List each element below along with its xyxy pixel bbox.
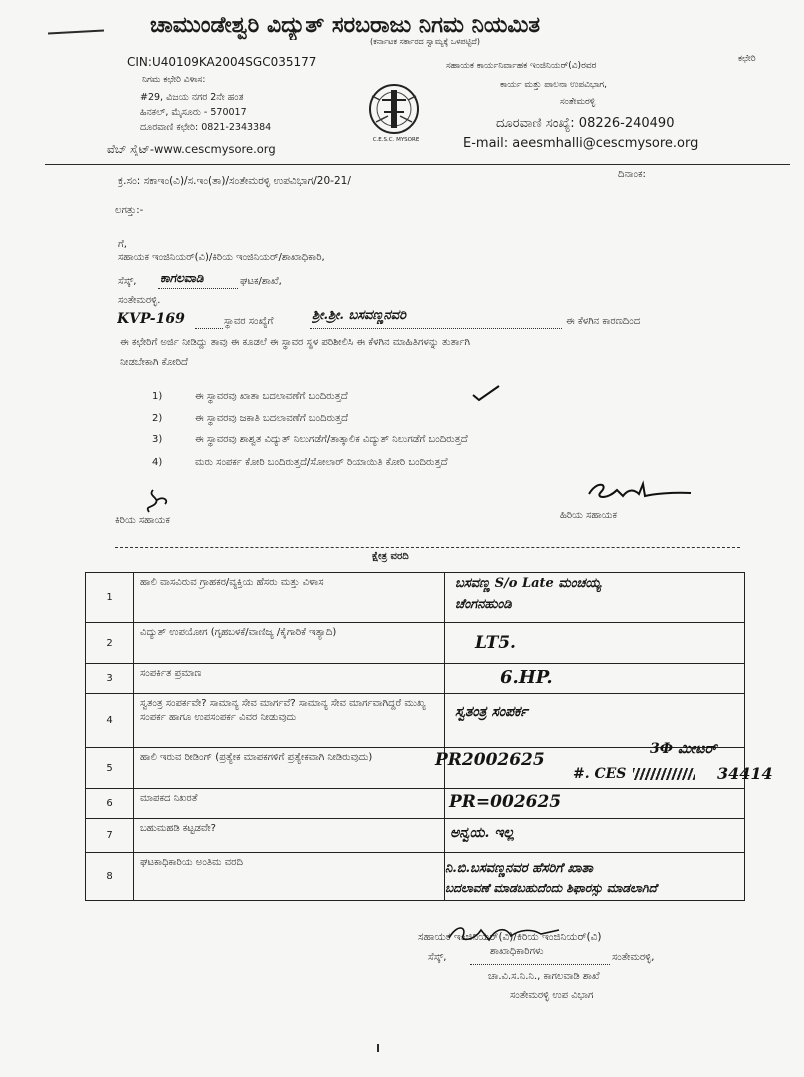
stamp-branch: ಚಾ.ವಿ.ಸ.ನಿ.ನಿ., ಕಾಗಲವಾಡಿ ಶಾಖೆ bbox=[488, 971, 600, 982]
section-divider bbox=[115, 547, 740, 548]
row-label: ಘಟಕಾಧಿಕಾರಿಯ ಅಂತಿಮ ವರದಿ bbox=[134, 853, 445, 900]
handwritten-entry: ಬಸವಣ್ಣ S/o Late ಮಂಚಯ್ಯ bbox=[455, 576, 602, 591]
reason-text: ಮರು ಸಂಪರ್ಕ ಕೋರಿ ಬಂದಿರುತ್ತದೆ/ಸೋಲಾರ್ ರಿಯಾಯಿತಿ ಕೋರಿ ಬಂದಿರುತ್ತದೆ bbox=[195, 457, 448, 468]
reason-intro: ಈ ಕೆಳಗಿನ ಕಾರಣದಿಂದ bbox=[566, 316, 641, 327]
handwritten-entry: 6.HP. bbox=[500, 667, 553, 688]
reason-number: 1) bbox=[152, 391, 163, 402]
reason-text: ಈ ಸ್ಥಾವರವು ಖಾತಾ ಬದಲಾವಣೆಗೆ ಬಂದಿರುತ್ತದೆ bbox=[195, 391, 348, 402]
cin-number: CIN:U40109KA2004SGC035177 bbox=[127, 55, 317, 69]
addressee: ಸಹಾಯಕ ಇಂಜಿನಿಯರ್(ವಿ)/ಕಿರಿಯ ಇಂಜಿನಿಯರ್/ಶಾಖಾಧಿಕಾರಿ, bbox=[118, 252, 325, 263]
reason-text: ಈ ಸ್ಥಾವರವು ಜಕಾತಿ ಬದಲಾವಣೆಗೆ ಬಂದಿರುತ್ತದೆ bbox=[195, 413, 349, 424]
handwritten-entry: 3Ф ಮೀಟರ್ bbox=[650, 741, 717, 757]
row-label: ಮಾಪಕದ ನಿಖರತೆ bbox=[134, 789, 445, 818]
field-report-title: ಕ್ಷೇತ್ರ ವರದಿ bbox=[372, 551, 409, 562]
handwritten-entry: #. CES bbox=[573, 766, 627, 782]
row-number: 6 bbox=[86, 789, 134, 818]
row-number: 7 bbox=[86, 819, 134, 852]
unit-dotted-line bbox=[158, 288, 238, 289]
date-label: ದಿನಾಂಕ: bbox=[618, 169, 646, 180]
row-label: ಹಾಲಿ ವಾಸವಿರುವ ಗ್ರಾಹಕರ/ವ್ಯಕ್ತಿಯ ಹೆಸರು ಮತ್ತು ವಿಳಾಸ bbox=[134, 573, 445, 622]
footer-signatory-title: ಸಹಾಯಕ ಇಂಜಿನಿಯರ್(ವಿ)/ಕಿರಿಯ ಇಂಜಿನಿಯರ್(ವಿ) bbox=[418, 931, 602, 943]
handwritten-entry: 34414 bbox=[717, 764, 773, 783]
website: ವೆಬ್ ಸೈಟ್-www.cescmysore.org bbox=[107, 142, 276, 156]
applicant-handwritten: ಶ್ರೀ.ಶ್ರೀ. ಬಸವಣ್ಣನವರಿ bbox=[312, 308, 406, 323]
row-number: 2 bbox=[86, 623, 134, 663]
handwritten-entry: ಬದಲಾವಣೆ ಮಾಡಬಹುದೆಂದು ಶಿಫಾರಸ್ಸು ಮಾಡಲಾಗಿದೆ bbox=[445, 881, 657, 895]
junior-assistant-label: ಕಿರಿಯ ಸಹಾಯಕ bbox=[115, 515, 170, 526]
corp-address-line: #29, ವಿಜಯ ನಗರ 2ನೇ ಹಂತ bbox=[140, 92, 244, 103]
row-value bbox=[445, 819, 744, 852]
office-email: E-mail: aeesmhalli@cescmysore.org bbox=[463, 136, 699, 151]
table-row bbox=[86, 694, 744, 748]
row-value bbox=[445, 853, 744, 900]
scan-mark bbox=[377, 1044, 379, 1052]
corp-address-line: ಹಿನಕಲ್, ಮೈಸೂರು - 570017 bbox=[140, 107, 247, 118]
header-flourish-line bbox=[48, 30, 104, 35]
org-title: ಚಾಮುಂಡೇಶ್ವರಿ ವಿದ್ಯುತ್ ಸರಬರಾಜು ನಿಗಮ ನಿಯಮಿತ bbox=[150, 13, 541, 38]
body-text-line: ನೀಡಬೇಕಾಗಿ ಕೋರಿದೆ bbox=[120, 357, 188, 368]
row-value bbox=[445, 623, 744, 663]
row-label: ಸ್ವತಂತ್ರ ಸಂಪರ್ಕವೇ? ಸಾಮಾನ್ಯ ಸೇವ ಮಾರ್ಗವೆ? ಸಾಮಾನ್ಯ ಸೇವ ಮಾರ್ಗವಾಗಿದ್ದರೆ ಮುಖ್ಯ ಸಂಪರ್ಕ ಹಾಗೂ ಉಪಸಂಪರ್ಕ ವಿವರ ನೀಡುವುದು bbox=[134, 694, 445, 747]
body-text-line: ಈ ಕಛೇರಿಗೆ ಅರ್ಜಿ ನೀಡಿದ್ದು ತಾವು ಈ ಕೂಡಲೆ ಈ ಸ್ಥಾವರ ಸ್ಥಳ ಪರಿಶೀಲಿಸಿ ಈ ಕೆಳಗಿನ ಮಾಹಿತಿಗಳನ್ನು ತುರ್ತಾಗಿ bbox=[120, 337, 471, 348]
handwritten-entry: ಅನ್ವಯ. ಇಲ್ಲ bbox=[450, 825, 515, 841]
checkmark-icon bbox=[472, 384, 500, 402]
reason-text: ಈ ಸ್ಥಾವರವು ಶಾಶ್ವತ ವಿದ್ಯುತ್ ನಿಲುಗಡೆಗೆ/ತಾತ್ಕಾಲಿಕ ವಿದ್ಯುತ್ ನಿಲುಗಡೆಗೆ ಬಂದಿರುತ್ತದೆ bbox=[195, 434, 468, 445]
row-number: 4 bbox=[86, 694, 134, 747]
logo-caption: C.E.S.C. MYSORE bbox=[372, 137, 420, 143]
office-phone: ದೂರವಾಣಿ ಸಂಖ್ಯೆ: 08226-240490 bbox=[496, 116, 675, 131]
row-number: 1 bbox=[86, 573, 134, 622]
row-value bbox=[445, 694, 744, 747]
footer-cesc: ಸೆಸ್ಕ್, bbox=[428, 952, 447, 963]
office-place: ಸಂತೇಮರಳ್ಳಿ bbox=[560, 97, 596, 107]
stamp-subdivision: ಸಂತೇಮರಳ್ಳಿ ಉಪ ವಿಭಾಗ bbox=[510, 990, 594, 1001]
row-number: 8 bbox=[86, 853, 134, 900]
row-label: ವಿದ್ಯುತ್ ಉಪಯೋಗ (ಗೃಹಬಳಕೆ/ವಾಣಿಜ್ಯ /ಕೈಗಾರಿಕೆ ಇತ್ಯಾದಿ) bbox=[134, 623, 445, 663]
junior-assistant-signature bbox=[143, 486, 177, 516]
applicant-dotted-line bbox=[310, 328, 562, 329]
addressee-cesc: ಸೆಸ್ಕ್, bbox=[118, 276, 137, 287]
row-value bbox=[445, 664, 744, 693]
table-row bbox=[86, 819, 744, 853]
row-value bbox=[445, 573, 744, 622]
table-row bbox=[86, 573, 744, 623]
handwritten-entry: LT5. bbox=[475, 633, 516, 653]
reason-number: 4) bbox=[152, 457, 163, 468]
reason-number: 3) bbox=[152, 434, 163, 445]
corp-phone: ದೂರವಾಣಿ ಕಛೇರಿ: 0821-2343384 bbox=[140, 122, 272, 133]
installation-number-handwritten: KVP-169 bbox=[117, 311, 185, 327]
row-number: 3 bbox=[86, 664, 134, 693]
unit-handwritten: ಕಾಗಲವಾಡಿ bbox=[160, 271, 204, 285]
senior-assistant-label: ಹಿರಿಯ ಸಹಾಯಕ bbox=[560, 510, 618, 521]
row-label: ಬಹುಮಹಡಿ ಕಟ್ಟಡವೇ? bbox=[134, 819, 445, 852]
row-number: 5 bbox=[86, 748, 134, 788]
installation-dotted-line bbox=[195, 328, 223, 329]
handwritten-entry: ಚೆಂಗನಹುಂಡಿ bbox=[455, 597, 512, 612]
office-title: ಸಹಾಯಕ ಕಾರ್ಯನಿರ್ವಾಹಕ ಇಂಜಿನಿಯರ್(ವಿ)ರವರ bbox=[446, 61, 597, 71]
handwritten-entry: PR=002625 bbox=[449, 792, 562, 812]
office-word: ಕಛೇರಿ bbox=[738, 54, 756, 64]
table-row bbox=[86, 664, 744, 694]
table-row bbox=[86, 789, 744, 819]
row-value bbox=[435, 741, 773, 788]
corp-office-label: ನಿಗಮ ಕಛೇರಿ ವಿಳಾಸ: bbox=[142, 75, 206, 85]
row-value bbox=[445, 789, 744, 818]
header-divider bbox=[45, 164, 790, 165]
row-label: ಸಂಪರ್ಕಿತ ಪ್ರಮಾಣ bbox=[134, 664, 445, 693]
senior-assistant-signature bbox=[583, 478, 695, 506]
footer-dotted-line bbox=[470, 964, 610, 965]
struck-out-text bbox=[633, 768, 695, 780]
field-report-table bbox=[85, 572, 773, 901]
handwritten-entry: ಸ್ವತಂತ್ರ ಸಂಪರ್ಕ bbox=[455, 704, 528, 720]
salutation-to: ಗೆ, bbox=[118, 239, 127, 250]
unit-suffix: ಘಟಕ/ಶಾಖೆ, bbox=[240, 276, 282, 287]
stamp-officer: ಶಾಖಾಧಿಕಾರಿಗಳು bbox=[490, 946, 544, 957]
handwritten-entry: ನಿ.ಬಿ.ಬಸವಣ್ಣನವರ ಹೆಸರಿಗೆ ಖಾತಾ bbox=[445, 861, 593, 876]
addressee-place: ಸಂತೇಮರಳ್ಳಿ. bbox=[118, 295, 161, 306]
installation-label: ಸ್ಥಾವರ ಸಂಖ್ಯೆಗೆ bbox=[224, 316, 274, 327]
handwritten-entry: PR2002625 bbox=[435, 750, 545, 770]
org-subtitle: (ಕರ್ನಾಟಕ ಸರ್ಕಾರದ ಸ್ವಾಮ್ಯಕ್ಕೆ ಒಳಪಟ್ಟಿದೆ) bbox=[370, 37, 480, 46]
office-division: ಕಾರ್ಯ ಮತ್ತು ಪಾಲನಾ ಉಪವಿಭಾಗ, bbox=[500, 80, 607, 90]
stamp-place: ಸಂತೇಮರಳ್ಳಿ, bbox=[612, 952, 655, 963]
table-row bbox=[86, 741, 773, 789]
reason-number: 2) bbox=[152, 413, 163, 424]
table-row bbox=[86, 623, 744, 664]
cesc-logo bbox=[362, 82, 426, 136]
enclosure-label: ಲಗತ್ತು:- bbox=[115, 205, 144, 216]
table-row bbox=[86, 853, 744, 901]
row-label: ಹಾಲಿ ಇರುವ ರೀಡಿಂಗ್ (ಪ್ರತ್ಯೇಕ ಮಾಪಕಗಳಿಗೆ ಪ್ರತ್ಯೇಕವಾಗಿ ನೀಡಿರುವುದು) bbox=[134, 748, 445, 788]
reference-number: ಕ್ರ.ಸಂ: ಸಕಾಇಂ(ವಿ)/ಸ.ಇಂ(ತಾ)/ಸಂತೇಮರಳ್ಳಿ ಉಪವಿಭಾಗ/20-21/ bbox=[118, 175, 351, 187]
